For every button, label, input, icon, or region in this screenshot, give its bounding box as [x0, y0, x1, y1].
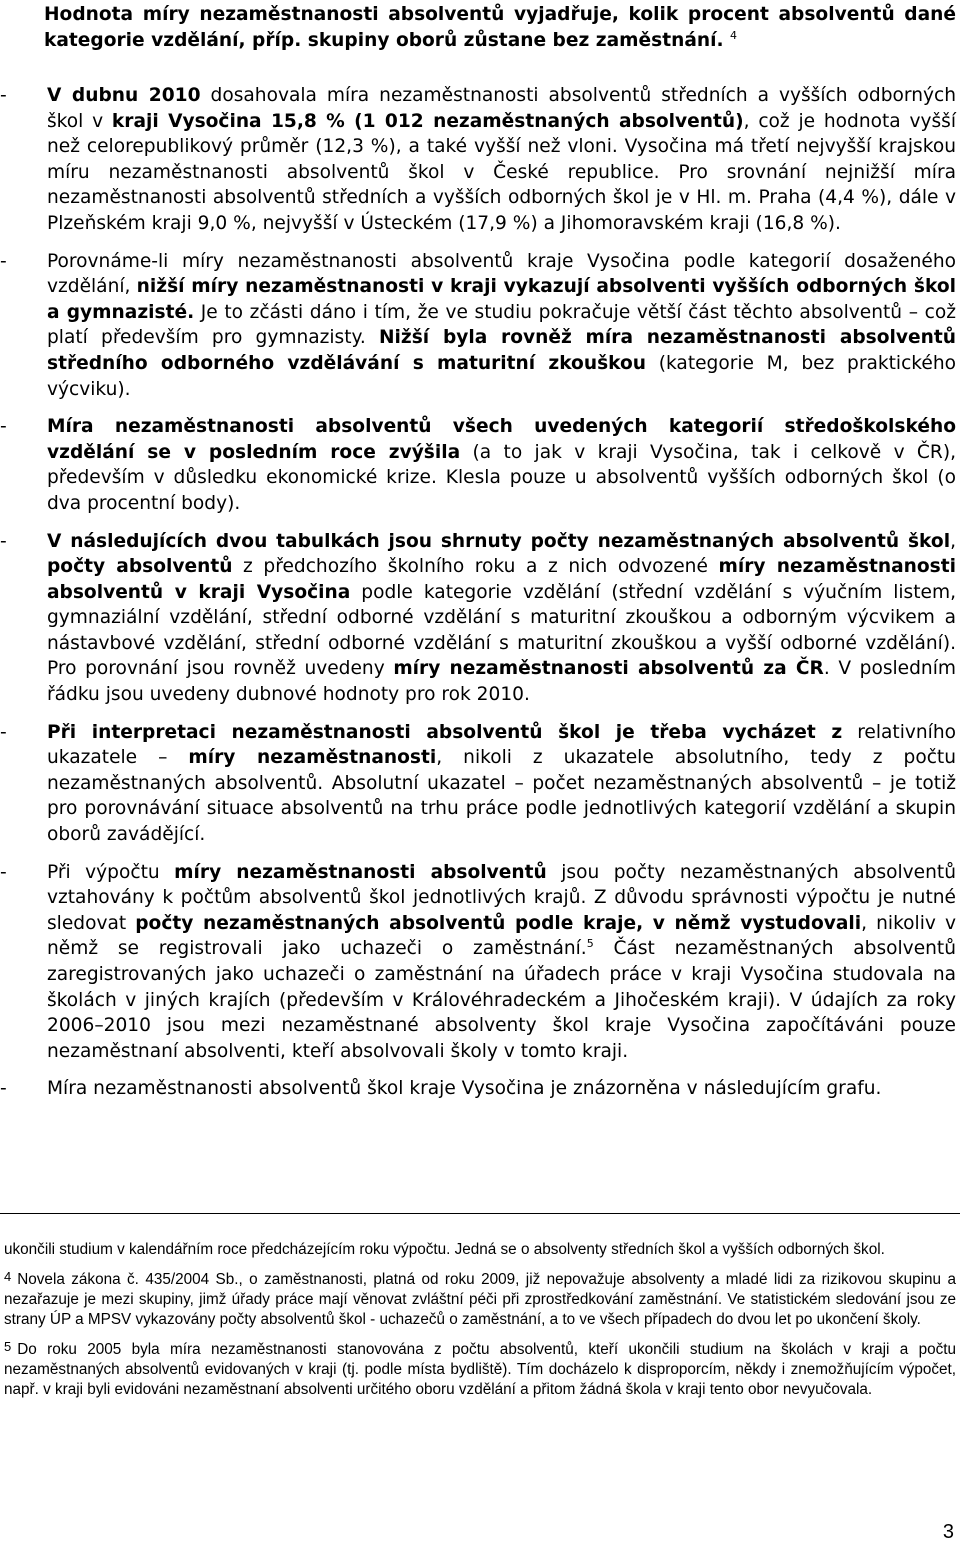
footnote-text: Novela zákona č. 435/2004 Sb., o zaměstnanosti, platná od roku 2009, již nepovažuje absolventy a mladé lidi za rizikovou skupinu a nezařazuje je mezi skupiny, jimž úřady práce mají věnovat zvláštní péči při zprostředkování zaměstnání. Ve statistickém sledování jsou ze strany ÚP a MPSV vykazovány počty absolventů škol - uchazečů o zaměstnání, a to ve všech případech do dvou let po ukončení školy. — [4, 1271, 956, 1328]
bullet-list — [0, 83, 960, 1114]
footnote-text: ukončili studium v kalendářním roce předcházejícím roku výpočtu. Jedná se o absolventy středních škol a vyšších odborných škol. — [4, 1241, 885, 1258]
bold-text: nižší míry nezaměstnanosti v kraji vykazují absolventi vyšších odborných škol a gymnazisté. — [47, 276, 956, 323]
body-text: , nikoli z ukazatele absolutního, tedy z počtu nezaměstnaných absolventů. Absolutní ukazatel – počet nezaměstnaných absolventů – je totiž pro porovnávání situace absolventů na trhu práce podle jednotlivých kategorií vzdělání a skupin oborů zavádějící. — [47, 747, 957, 846]
bold-text: V následujících dvou tabulkách jsou shrnuty počty nezaměstnaných absolventů škol — [47, 530, 951, 552]
bullet-marker: - — [0, 1078, 7, 1100]
body-text: Část nezaměstnaných absolventů zaregistrovaných jako uchazeči o zaměstnání na úřadech práce v kraji Vysočina studovala na školách v jiných krajích (především v Královéhradeckém a Jihočeském kraji). V údajích za roky 2006–2010 jsou mezi nezaměstnané absolventy škol kraje Vysočina započítáváni pouze nezaměstnaní absolventi, kteří absolvovali školy v tomto kraji. — [47, 938, 956, 1062]
bullet-item — [0, 414, 960, 516]
footnote-number: 4 — [4, 1269, 12, 1284]
body-text: z předchozího školního roku a z nich odvozené — [232, 556, 719, 578]
bold-text: počty nezaměstnaných absolventů podle kraje, v němž vystudovali — [135, 912, 862, 934]
bullet-marker: - — [0, 85, 7, 106]
body-text: (a to jak v kraji Vysočina, tak i celkově v ČR), především v důsledku ekonomické krize. Klesla pouze u absolventů vyšších odborných škol (o dva procentní body). — [47, 441, 956, 514]
bullet-item — [0, 249, 960, 403]
body-text: , — [950, 530, 956, 552]
page-number: 3 — [942, 1521, 954, 1543]
bold-text: míry nezaměstnanosti — [188, 747, 437, 769]
bold-text: míry nezaměstnanosti absolventů za ČR — [393, 658, 824, 680]
bold-text: V dubnu 2010 — [47, 85, 201, 106]
footnote — [4, 1270, 956, 1330]
body-text: relativního ukazatele – — [47, 721, 957, 769]
bullet-marker: - — [0, 721, 7, 743]
bullet-item — [0, 1076, 960, 1102]
footnote-divider — [0, 1213, 960, 1214]
body-text: Při výpočtu — [47, 861, 175, 883]
footnote — [4, 1240, 956, 1260]
body-text: Porovnáme-li míry nezaměstnanosti absolventů kraje Vysočina podle kategorií dosaženého vzdělání, — [47, 250, 956, 298]
footnote — [4, 1340, 956, 1400]
bullet-marker: - — [0, 416, 7, 438]
body-text: Je to zčásti dáno i tím, že ve studiu pokračuje větší část těchto absolventů – což platí především pro gymnazisty. — [47, 301, 957, 349]
footnotes — [4, 1240, 956, 1410]
footnote-ref: 5 — [586, 937, 594, 951]
body-text: , což je hodnota vyšší než celorepublikový průměr (12,3 %), a také vyšší než vloni. Vysočina má třetí nejvyšší krajskou míru nezaměstnanosti absolventů škol v České republice. Pro srovnání nejnižší míra nezaměstnanosti absolventů středních a vyšších odborných škol je v Hl. m. Praha (4,4 %), dále v Plzeňském kraji 9,0 %, nejvyšší v Ústeckém (17,9 %) a Jihomoravském kraji (16,8 %). — [47, 110, 956, 234]
body-text: , nikoliv v němž se registrovali jako uchazeči o zaměstnání. — [47, 912, 956, 960]
body-text: podle kategorie vzdělání (střední vzdělání s výučním listem, gymnaziální vzdělání, střední odborné vzdělání s maturitní zkouškou a odborným výcvikem a nástavbové vzdělání, střední odborné vzdělání s maturitní zkouškou a vyšší odborné vzdělání). Pro porovnání jsou rovněž uvedeny — [47, 581, 956, 680]
intro-text: Hodnota míry nezaměstnanosti absolventů vyjadřuje, kolik procent absolventů dané kategorie vzdělání, příp. skupiny oborů zůstane bez zaměstnání. — [44, 4, 956, 51]
bold-text: míry nezaměstnanosti absolventů v kraji Vysočina — [47, 556, 957, 603]
bold-text: Míra nezaměstnanosti absolventů všech uvedených kategorií středoškolského vzdělání se v posledním roce zvýšila — [47, 416, 956, 463]
footnote-ref-4: 4 — [730, 28, 738, 42]
bullet-item — [0, 720, 960, 848]
bold-text: počty absolventů — [47, 556, 233, 578]
intro-paragraph — [44, 2, 956, 53]
body-text: Míra nezaměstnanosti absolventů škol kraje Vysočina je znázorněna v následujícím grafu. — [47, 1078, 882, 1100]
bullet-item — [0, 860, 960, 1065]
bold-text: Nižší byla rovněž míra nezaměstnanosti absolventů středního odborného vzdělávání s maturitní zkouškou — [47, 327, 956, 374]
footnote-number: 5 — [4, 1339, 12, 1354]
body-text: (kategorie M, bez praktického výcviku). — [47, 352, 957, 400]
bold-text: míry nezaměstnanosti absolventů — [174, 861, 547, 883]
bullet-marker: - — [0, 250, 7, 272]
bold-text: kraji Vysočina 15,8 % (1 012 nezaměstnaných absolventů) — [111, 110, 744, 132]
footnote-text: Do roku 2005 byla míra nezaměstnanosti stanovována z počtu absolventů, kteří ukončili studium na školách v kraji a počtu nezaměstnaných absolventů evidovaných v kraji (tj. podle místa bydliště). Tím docházelo k disproporcím, někdy i znemožňujícím výpočet, např. v kraji byli evidováni nezaměstnaní absolventi určitého oboru vzdělání a přitom žádná škola v kraji tento obor nevyučovala. — [4, 1341, 956, 1398]
body-text: . V posledním řádku jsou uvedeny dubnové hodnoty pro rok 2010. — [47, 658, 956, 706]
bullet-marker: - — [0, 861, 7, 883]
bullet-item — [0, 83, 960, 237]
bold-text: Při interpretaci nezaměstnanosti absolventů škol je třeba vycházet z — [47, 721, 843, 743]
bullet-marker: - — [0, 530, 7, 552]
body-text: jsou počty nezaměstnaných absolventů vztahovány k počtům absolventů škol jednotlivých krajů. Z důvodu správnosti výpočtu je nutné sledovat — [47, 861, 956, 934]
bullet-item — [0, 529, 960, 708]
body-text: dosahovala míra nezaměstnanosti absolventů středních a vyšších odborných škol v — [47, 85, 956, 132]
